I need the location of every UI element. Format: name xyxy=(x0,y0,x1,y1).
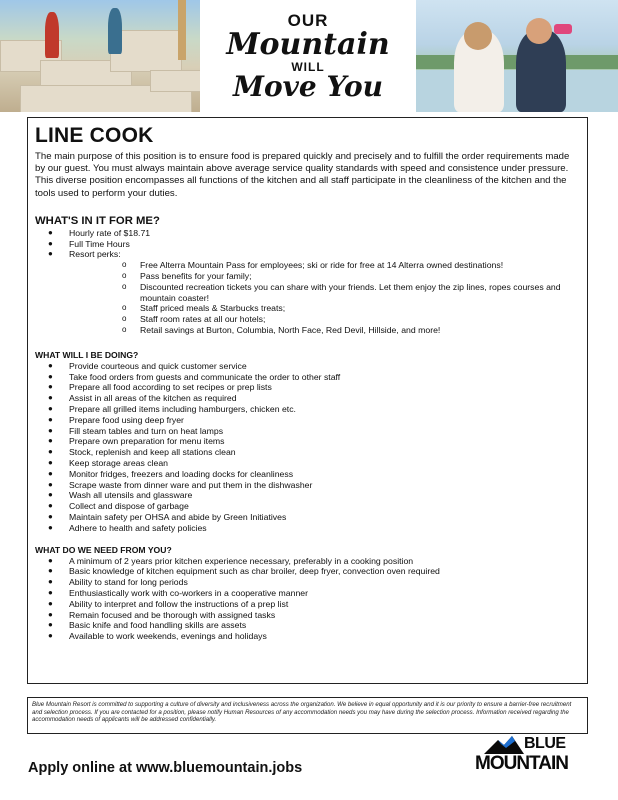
bullet-icon: ● xyxy=(48,501,53,511)
pink-object xyxy=(554,24,572,34)
bullet-icon: ● xyxy=(48,425,53,435)
bullet-icon: ● xyxy=(48,479,53,489)
climbing-wall-photo xyxy=(0,0,200,112)
bullet-icon: ● xyxy=(48,447,53,457)
benefits-heading: WHAT'S IN IT FOR ME? xyxy=(35,214,160,227)
duty-item: ● Provide courteous and quick customer service xyxy=(48,360,247,371)
duty-item: ● Prepare food using deep fryer xyxy=(48,414,184,425)
requirement-item: ● A minimum of 2 years prior kitchen experience necessary, preferably in a cooking position xyxy=(48,555,414,566)
duties-list xyxy=(35,361,580,534)
bullet-icon: ● xyxy=(48,566,53,576)
circle-bullet-icon: o xyxy=(122,281,127,291)
tagline-will: WILL xyxy=(291,59,325,74)
duty-item: ● Stock, replenish and keep all stations clean xyxy=(48,447,236,458)
bullet-icon: ● xyxy=(48,577,53,587)
duty-item: ● Prepare all grilled items including hamburgers, chicken etc. xyxy=(48,403,296,414)
perk-item: o Retail savings at Burton, Columbia, North Face, Red Devil, Hillside, and more! xyxy=(122,324,441,335)
bullet-icon: ● xyxy=(48,436,53,446)
bullet-icon: ● xyxy=(48,598,53,608)
bullet-icon: ● xyxy=(48,457,53,467)
benefit-item: ● Resort perks: o Free Alterra Mountain Pass for employees; ski or ride for free at 14 Alterra owned destinations! o Pass benefits for your family; o Discounted recreation tickets you can share with your friends. Let them enjoy the zip lines, ropes courses and mountain coaster! o Staff priced meals & Starbucks treats; o Staff room rates at all our hotels; o Retail savings at Burton, Columbia, North Face, Red Devil, Hillside, and more! xyxy=(35,249,580,335)
blue-mountain-logo xyxy=(474,732,592,778)
staff-head xyxy=(526,18,552,44)
requirement-item: ● Enthusiastically work with co-workers in a cooperative manner xyxy=(48,587,309,598)
requirement-item: ● Basic knife and food handling skills are assets xyxy=(48,620,247,631)
bullet-icon: ● xyxy=(48,403,53,413)
bullet-icon: ● xyxy=(48,587,53,597)
duty-item: ● Maintain safety per OHSA and abide by Green Initiatives xyxy=(48,511,287,522)
climber-figure xyxy=(108,8,122,54)
staff-guest-photo xyxy=(416,0,618,112)
perks-list xyxy=(69,260,580,336)
bullet-icon: ● xyxy=(48,238,53,248)
perk-item: o Free Alterra Mountain Pass for employees; ski or ride for free at 14 Alterra owned destinations! xyxy=(122,260,504,271)
guest-head xyxy=(464,22,492,50)
requirements-list xyxy=(35,556,580,642)
duty-item: ● Monitor fridges, freezers and loading docks for cleanliness xyxy=(48,468,294,479)
perk-item: o Staff room rates at all our hotels; xyxy=(122,314,266,325)
duty-item: ● Scrape waste from dinner ware and put them in the dishwasher xyxy=(48,479,313,490)
bullet-icon: ● xyxy=(48,511,53,521)
job-posting-box xyxy=(27,117,588,684)
bullet-icon: ● xyxy=(48,631,53,641)
duty-item: ● Prepare own preparation for menu items xyxy=(48,436,225,447)
bullet-icon: ● xyxy=(48,393,53,403)
benefit-item: ● Full Time Hours xyxy=(48,238,130,249)
tagline-move-you: Move You xyxy=(232,69,384,103)
bullet-icon: ● xyxy=(48,414,53,424)
bullet-icon: ● xyxy=(48,609,53,619)
bullet-icon: ● xyxy=(48,468,53,478)
requirement-item: ● Basic knowledge of kitchen equipment such as char broiler, deep fryer, convection oven required xyxy=(48,566,440,577)
bullet-icon: ● xyxy=(48,522,53,532)
bullet-icon: ● xyxy=(48,371,53,381)
circle-bullet-icon: o xyxy=(122,324,127,334)
perk-item: o Pass benefits for your family; xyxy=(122,271,252,281)
requirement-item: ● Ability to interpret and follow the instructions of a prep list xyxy=(48,598,289,609)
bullet-icon: ● xyxy=(48,555,53,565)
circle-bullet-icon: o xyxy=(122,271,127,280)
benefit-item: ● Hourly rate of $18.71 xyxy=(48,227,151,238)
perk-item: o Discounted recreation tickets you can share with your friends. Let them enjoy the zip lines, ropes courses and mountain coaster! xyxy=(122,281,561,303)
duty-item: ● Adhere to health and safety policies xyxy=(48,522,207,533)
mountain-peak-icon xyxy=(484,736,524,754)
job-intro: The main purpose of this position is to ensure food is prepared quickly and precisely and to fulfill the order requirements made by our guest. You must always maintain above average service quality standards with speed and consistence under pressure. This diverse position encompasses all functions of the kitchen and all staff participate in the cleanliness of the kitchen and the tools used to perform your duties. xyxy=(35,151,570,199)
requirements-heading: WHAT DO WE NEED FROM YOU? xyxy=(35,544,172,555)
apply-online-text: Apply online at www.bluemountain.jobs xyxy=(28,760,303,776)
tagline-mountain: Mountain xyxy=(226,26,390,62)
duties-heading: WHAT WILL I BE DOING? xyxy=(35,349,139,360)
requirement-item: ● Remain focused and be thorough with assigned tasks xyxy=(48,609,276,620)
job-title: LINE COOK xyxy=(35,124,154,147)
bullet-icon: ● xyxy=(48,249,53,259)
duty-item: ● Take food orders from guests and communicate the order to other staff xyxy=(48,371,341,382)
logo-mountain-text: MOUNTAIN xyxy=(475,753,568,774)
bullet-icon: ● xyxy=(48,490,53,500)
duty-item: ● Fill steam tables and turn on heat lamps xyxy=(48,425,224,436)
duty-item: ● Wash all utensils and glassware xyxy=(48,490,193,501)
duty-item: ● Keep storage areas clean xyxy=(48,457,169,468)
tagline-logo xyxy=(200,0,416,112)
tagline-our: OUR xyxy=(287,10,329,30)
requirement-item: ● Available to work weekends, evenings and holidays xyxy=(48,631,267,642)
benefits-list xyxy=(35,228,580,336)
circle-bullet-icon: o xyxy=(122,303,127,313)
climber-figure xyxy=(45,12,59,58)
circle-bullet-icon: o xyxy=(122,314,127,324)
diversity-disclaimer: Blue Mountain Resort is committed to supporting a culture of diversity and inclusiveness across the organization. We believe in equal opportunity and it is our priority to ensure a barrier-free recruitment and selection process. If you are contacted for a position, please notify Human Resources of any accommodation needs you may have during the selection process. Information received regarding the accommodation needs of applicants will be addressed confidentially. xyxy=(27,697,588,734)
bullet-icon: ● xyxy=(48,227,53,237)
duty-item: ● Assist in all areas of the kitchen as required xyxy=(48,393,237,404)
bullet-icon: ● xyxy=(48,360,53,370)
wooden-post xyxy=(178,0,186,60)
logo-blue-text: BLUE xyxy=(524,735,566,752)
rock-shape xyxy=(150,70,200,92)
duty-item: ● Prepare all food according to set recipes or prep lists xyxy=(48,382,272,393)
duty-item: ● Collect and dispose of garbage xyxy=(48,501,189,512)
bullet-icon: ● xyxy=(48,382,53,392)
circle-bullet-icon: o xyxy=(122,260,127,270)
perk-item: o Staff priced meals & Starbucks treats; xyxy=(122,303,286,314)
bullet-icon: ● xyxy=(48,620,53,630)
header xyxy=(0,0,618,112)
requirement-item: ● Ability to stand for long periods xyxy=(48,577,188,588)
